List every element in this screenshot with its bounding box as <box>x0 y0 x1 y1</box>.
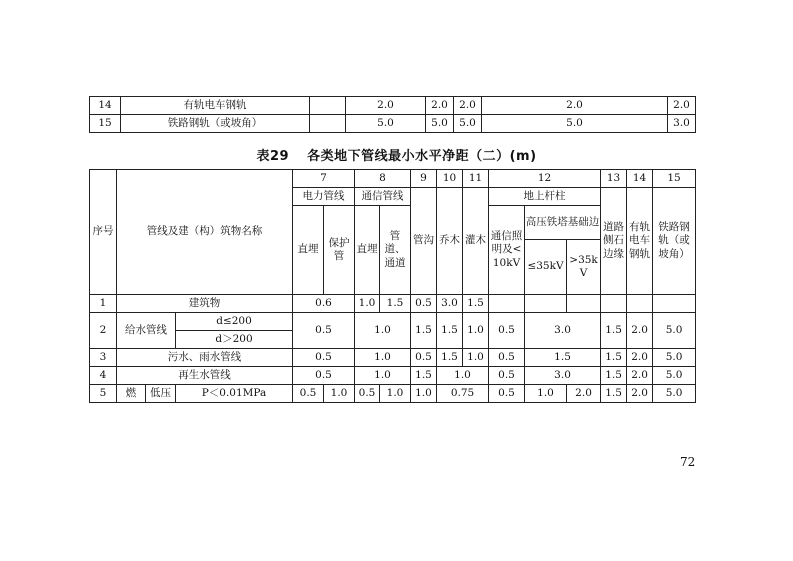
cell <box>489 295 525 313</box>
row-name: 再生水管线 <box>117 367 293 385</box>
header-shrub: 灌木 <box>463 188 489 295</box>
header-col-15: 15 <box>653 170 696 188</box>
cell: 1.5 <box>411 313 437 349</box>
table-number: 表29 <box>256 149 290 164</box>
row-number: 4 <box>90 367 117 385</box>
cell: 1.0 <box>355 367 411 385</box>
header-col-10: 10 <box>437 170 463 188</box>
header-col-13: 13 <box>601 170 627 188</box>
cell: 2.0 <box>567 385 601 403</box>
cell: 5.0 <box>653 313 696 349</box>
header-col-11: 11 <box>463 170 489 188</box>
header-col-14: 14 <box>627 170 653 188</box>
table-row <box>90 313 696 331</box>
header-protective-pipe: 保护管 <box>324 206 355 295</box>
cell: 3.0 <box>437 295 463 313</box>
top-table <box>89 96 696 133</box>
cell: 1.0 <box>355 313 411 349</box>
row-category: 燃 <box>117 385 146 403</box>
cell: 1.0 <box>411 385 437 403</box>
row-number: 15 <box>90 115 121 133</box>
cell: 0.5 <box>489 313 525 349</box>
table-row <box>90 385 696 403</box>
cell: 1.0 <box>355 295 380 313</box>
cell: 0.5 <box>293 367 355 385</box>
cell: 1.0 <box>437 367 489 385</box>
cell: 5.0 <box>653 367 696 385</box>
row-subcategory: 低压 <box>146 385 176 403</box>
table-row <box>90 295 696 313</box>
cell: 2.0 <box>627 349 653 367</box>
row-number: 5 <box>90 385 117 403</box>
cell: 3.0 <box>525 313 601 349</box>
cell: 1.5 <box>601 313 627 349</box>
row-name: 污水、雨水管线 <box>117 349 293 367</box>
row-name: 铁路钢轨（或坡角） <box>121 115 310 133</box>
header-tram: 有轨电车钢轨 <box>627 188 653 295</box>
cell: 1.5 <box>601 367 627 385</box>
row-name: 给水管线 <box>117 313 176 349</box>
header-col-8: 8 <box>355 170 411 188</box>
table-row <box>90 349 696 367</box>
cell: 1.5 <box>601 349 627 367</box>
cell: 0.5 <box>411 349 437 367</box>
cell: 2.0 <box>426 97 454 115</box>
table-row <box>90 367 696 385</box>
row-number: 3 <box>90 349 117 367</box>
header-seq: 序号 <box>90 170 117 295</box>
cell <box>627 295 653 313</box>
cell: 5.0 <box>426 115 454 133</box>
cell: 1.0 <box>463 349 489 367</box>
header-row-numbers <box>90 170 696 188</box>
cell: 1.0 <box>355 349 411 367</box>
header-telecom: 通信管线 <box>355 188 411 206</box>
cell: 2.0 <box>454 97 482 115</box>
cell: 5.0 <box>482 115 668 133</box>
header-col-7: 7 <box>293 170 355 188</box>
cell: 1.0 <box>463 313 489 349</box>
table-title: 各类地下管线最小水平净距（二）(m) <box>307 149 537 164</box>
cell: 2.0 <box>346 97 426 115</box>
cell <box>567 295 601 313</box>
cell: 2.0 <box>627 313 653 349</box>
cell: 1.5 <box>380 295 411 313</box>
cell: 5.0 <box>454 115 482 133</box>
cell <box>310 115 346 133</box>
cell <box>525 295 567 313</box>
header-direct-burial-telecom: 直埋 <box>355 206 380 295</box>
row-subname: d＞200 <box>176 331 293 349</box>
cell: 0.6 <box>293 295 355 313</box>
cell: 5.0 <box>653 385 696 403</box>
cell: 5.0 <box>653 349 696 367</box>
cell: 3.0 <box>668 115 696 133</box>
header-direct-burial-power: 直埋 <box>293 206 324 295</box>
header-name: 管线及建（构）筑物名称 <box>117 170 293 295</box>
cell: 2.0 <box>668 97 696 115</box>
cell <box>601 295 627 313</box>
cell: 1.0 <box>525 385 567 403</box>
main-table <box>89 169 696 403</box>
header-tree: 乔木 <box>437 188 463 295</box>
header-pole: 地上杆柱 <box>489 188 601 206</box>
row-subname: P＜0.01MPa <box>176 385 293 403</box>
row-subname: d≤200 <box>176 313 293 331</box>
cell: 0.75 <box>437 385 489 403</box>
cell: 0.5 <box>293 349 355 367</box>
cell: 1.5 <box>437 313 463 349</box>
header-col-9: 9 <box>411 170 437 188</box>
cell: 0.5 <box>411 295 437 313</box>
cell: 1.5 <box>411 367 437 385</box>
row-name: 建筑物 <box>117 295 293 313</box>
cell: 2.0 <box>627 367 653 385</box>
header-gt-35kv: >35kV <box>567 240 601 295</box>
cell: 2.0 <box>627 385 653 403</box>
row-number: 1 <box>90 295 117 313</box>
cell: 1.5 <box>601 385 627 403</box>
row-name: 有轨电车钢轨 <box>121 97 310 115</box>
cell: 0.5 <box>355 385 380 403</box>
cell: 5.0 <box>346 115 426 133</box>
header-power: 电力管线 <box>293 188 355 206</box>
cell: 1.0 <box>380 385 411 403</box>
header-curb: 道路侧石边缘 <box>601 188 627 295</box>
row-number: 14 <box>90 97 121 115</box>
cell: 1.5 <box>437 349 463 367</box>
header-hv-tower: 高压铁塔基础边 <box>525 206 601 240</box>
table-row <box>90 115 696 133</box>
cell: 2.0 <box>482 97 668 115</box>
cell: 0.5 <box>489 349 525 367</box>
cell: 1.0 <box>324 385 355 403</box>
cell: 0.5 <box>489 385 525 403</box>
row-number: 2 <box>90 313 117 349</box>
cell: 0.5 <box>489 367 525 385</box>
header-le-35kv: ≤35kV <box>525 240 567 295</box>
cell: 3.0 <box>525 367 601 385</box>
header-duct: 管道、通道 <box>380 206 411 295</box>
header-trench: 管沟 <box>411 188 437 295</box>
header-lighting: 通信照明及<10kV <box>489 206 525 295</box>
cell <box>310 97 346 115</box>
cell: 0.5 <box>293 385 324 403</box>
cell: 1.5 <box>463 295 489 313</box>
cell: 1.5 <box>525 349 601 367</box>
header-rail: 铁路钢轨（或坡角） <box>653 188 696 295</box>
header-col-12: 12 <box>489 170 601 188</box>
table-row <box>90 97 696 115</box>
page-number: 72 <box>680 455 696 469</box>
table-caption <box>0 145 793 164</box>
cell <box>653 295 696 313</box>
cell: 0.5 <box>293 313 355 349</box>
